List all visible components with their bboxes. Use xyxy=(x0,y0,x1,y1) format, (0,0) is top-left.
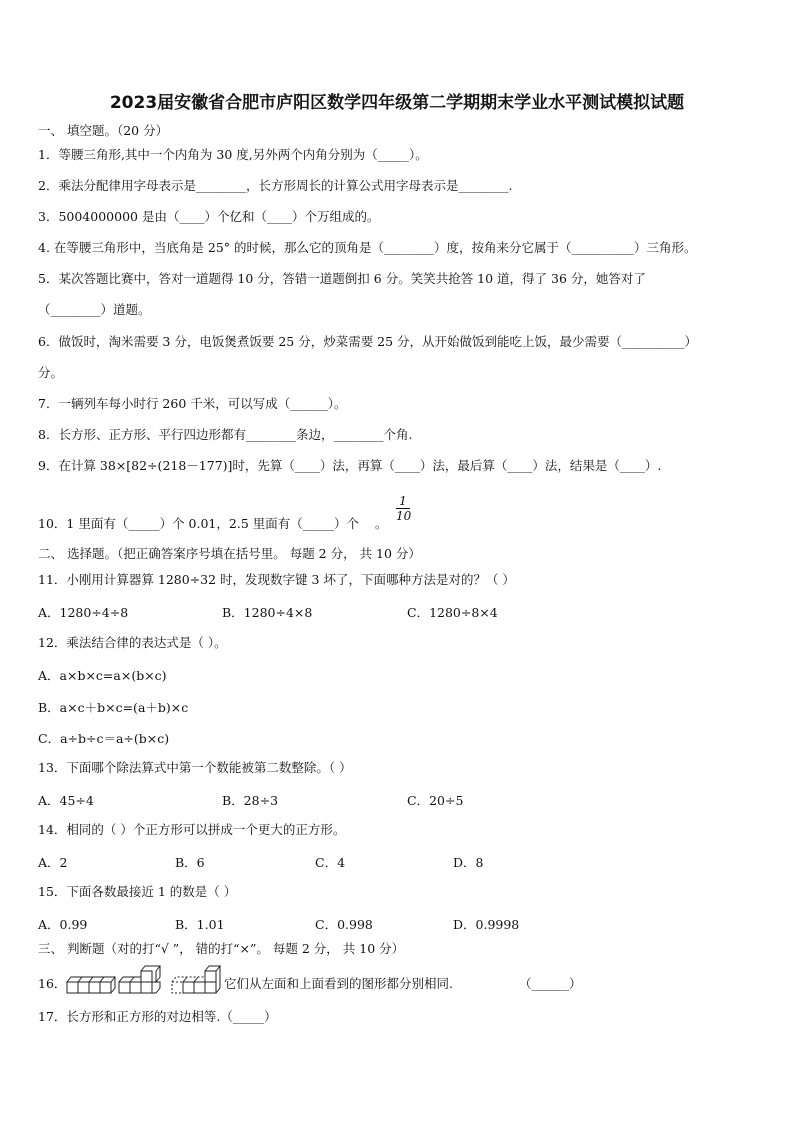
q14-option-a: A．2 xyxy=(38,855,68,870)
question-5-line-2: （________）道题。 xyxy=(38,302,151,317)
question-12: 12．乘法结合律的表达式是（ ）。 xyxy=(38,635,227,650)
question-2: 2．乘法分配律用字母表示是________，长方形周长的计算公式用字母表示是________. xyxy=(38,178,513,193)
section-true-false-heading: 三、 判断题（对的打“√ ”， 错的打“×”。 每题 2 分， 共 10 分） xyxy=(38,941,405,956)
question-6-line-2: 分。 xyxy=(38,365,64,380)
question-16-number: 16． xyxy=(38,976,67,991)
question-1: 1．等腰三角形,其中一个内角为 30 度,另外两个内角分别为（_____）。 xyxy=(38,147,428,162)
q11-option-b: B．1280÷4×8 xyxy=(222,605,313,620)
q13-option-c: C．20÷5 xyxy=(407,793,464,808)
question-11: 11．小刚用计算器算 1280÷32 时，发现数字键 3 坏了，下面哪种方法是对的？（ ） xyxy=(38,572,515,587)
q12-option-b: B．a×c＋b×c=(a＋b)×c xyxy=(38,700,189,715)
question-13: 13．下面哪个除法算式中第一个数能被第二数整除。（ ） xyxy=(38,760,352,775)
question-15: 15．下面各数最接近 1 的数是（ ） xyxy=(38,884,237,899)
q14-option-d: D．8 xyxy=(453,855,484,870)
q14-option-c: C．4 xyxy=(315,855,346,870)
q13-option-b: B．28÷3 xyxy=(222,793,279,808)
q14-option-b: B．6 xyxy=(175,855,205,870)
q15-option-c: C．0.998 xyxy=(315,917,373,932)
question-10 xyxy=(38,516,388,532)
q12-option-c: C．a÷b÷c＝a÷(b×c) xyxy=(38,731,170,746)
question-16-text: 它们从左面和上面看到的图形都分别相同. xyxy=(224,976,453,991)
cube-figure-2 xyxy=(118,962,168,1000)
question-3: 3．5004000000 是由（____）个亿和（____）个万组成的。 xyxy=(38,209,380,224)
question-4: 4. 在等腰三角形中，当底角是 25° 的时候，那么它的顶角是（________）度，按角来分它属于（__________）三角形。 xyxy=(38,240,697,255)
question-6-line-1: 6．做饭时，淘米需要 3 分，电饭煲煮饭要 25 分，炒菜需要 25 分，从开始做饭到能吃上饭，最少需要（__________） xyxy=(38,334,698,349)
question-17: 17．长方形和正方形的对边相等.（_____） xyxy=(38,1009,277,1024)
fraction-denominator: 10 xyxy=(396,509,412,523)
q11-option-c: C．1280÷8×4 xyxy=(407,605,498,620)
question-5-line-1: 5．某次答题比赛中，答对一道题得 10 分，答错一道题倒扣 6 分。笑笑共抢答 10 道，得了 36 分，她答对了 xyxy=(38,271,646,286)
question-9: 9．在计算 38×[82÷(218－177)]时，先算（____）法，再算（____）法，最后算（____）法，结果是（____）. xyxy=(38,458,662,473)
question-14: 14．相同的（ ）个正方形可以拼成一个更大的正方形。 xyxy=(38,822,346,837)
cube-figure-3 xyxy=(171,962,223,1000)
q15-option-b: B．1.01 xyxy=(175,917,225,932)
section-fill-in-heading: 一、 填空题。（20 分） xyxy=(38,123,169,138)
question-10-text: 10．1 里面有（_____）个 0.01，2.5 里面有（_____）个 xyxy=(38,516,359,531)
q15-option-d: D．0.9998 xyxy=(453,917,520,932)
q15-option-a: A．0.99 xyxy=(38,917,88,932)
cube-figure-1 xyxy=(66,962,116,1000)
exam-title: 2023届安徽省合肥市庐阳区数学四年级第二学期期末学业水平测试模拟试题 xyxy=(109,93,685,113)
question-7: 7．一辆列车每小时行 260 千米，可以写成（______）。 xyxy=(38,396,347,411)
q11-option-a: A．1280÷4÷8 xyxy=(38,605,129,620)
question-16-answer-blank: （______） xyxy=(519,976,582,991)
question-10-end: 。 xyxy=(375,516,388,531)
fraction-numerator: 1 xyxy=(396,494,410,509)
q13-option-a: A．45÷4 xyxy=(38,793,94,808)
question-8: 8．长方形、正方形、平行四边形都有________条边，________个角. xyxy=(38,427,413,442)
q12-option-a: A．a×b×c=a×(b×c) xyxy=(38,668,167,683)
section-choice-heading: 二、 选择题。（把正确答案序号填在括号里。 每题 2 分， 共 10 分） xyxy=(38,546,421,561)
fraction-one-tenth xyxy=(396,494,410,523)
